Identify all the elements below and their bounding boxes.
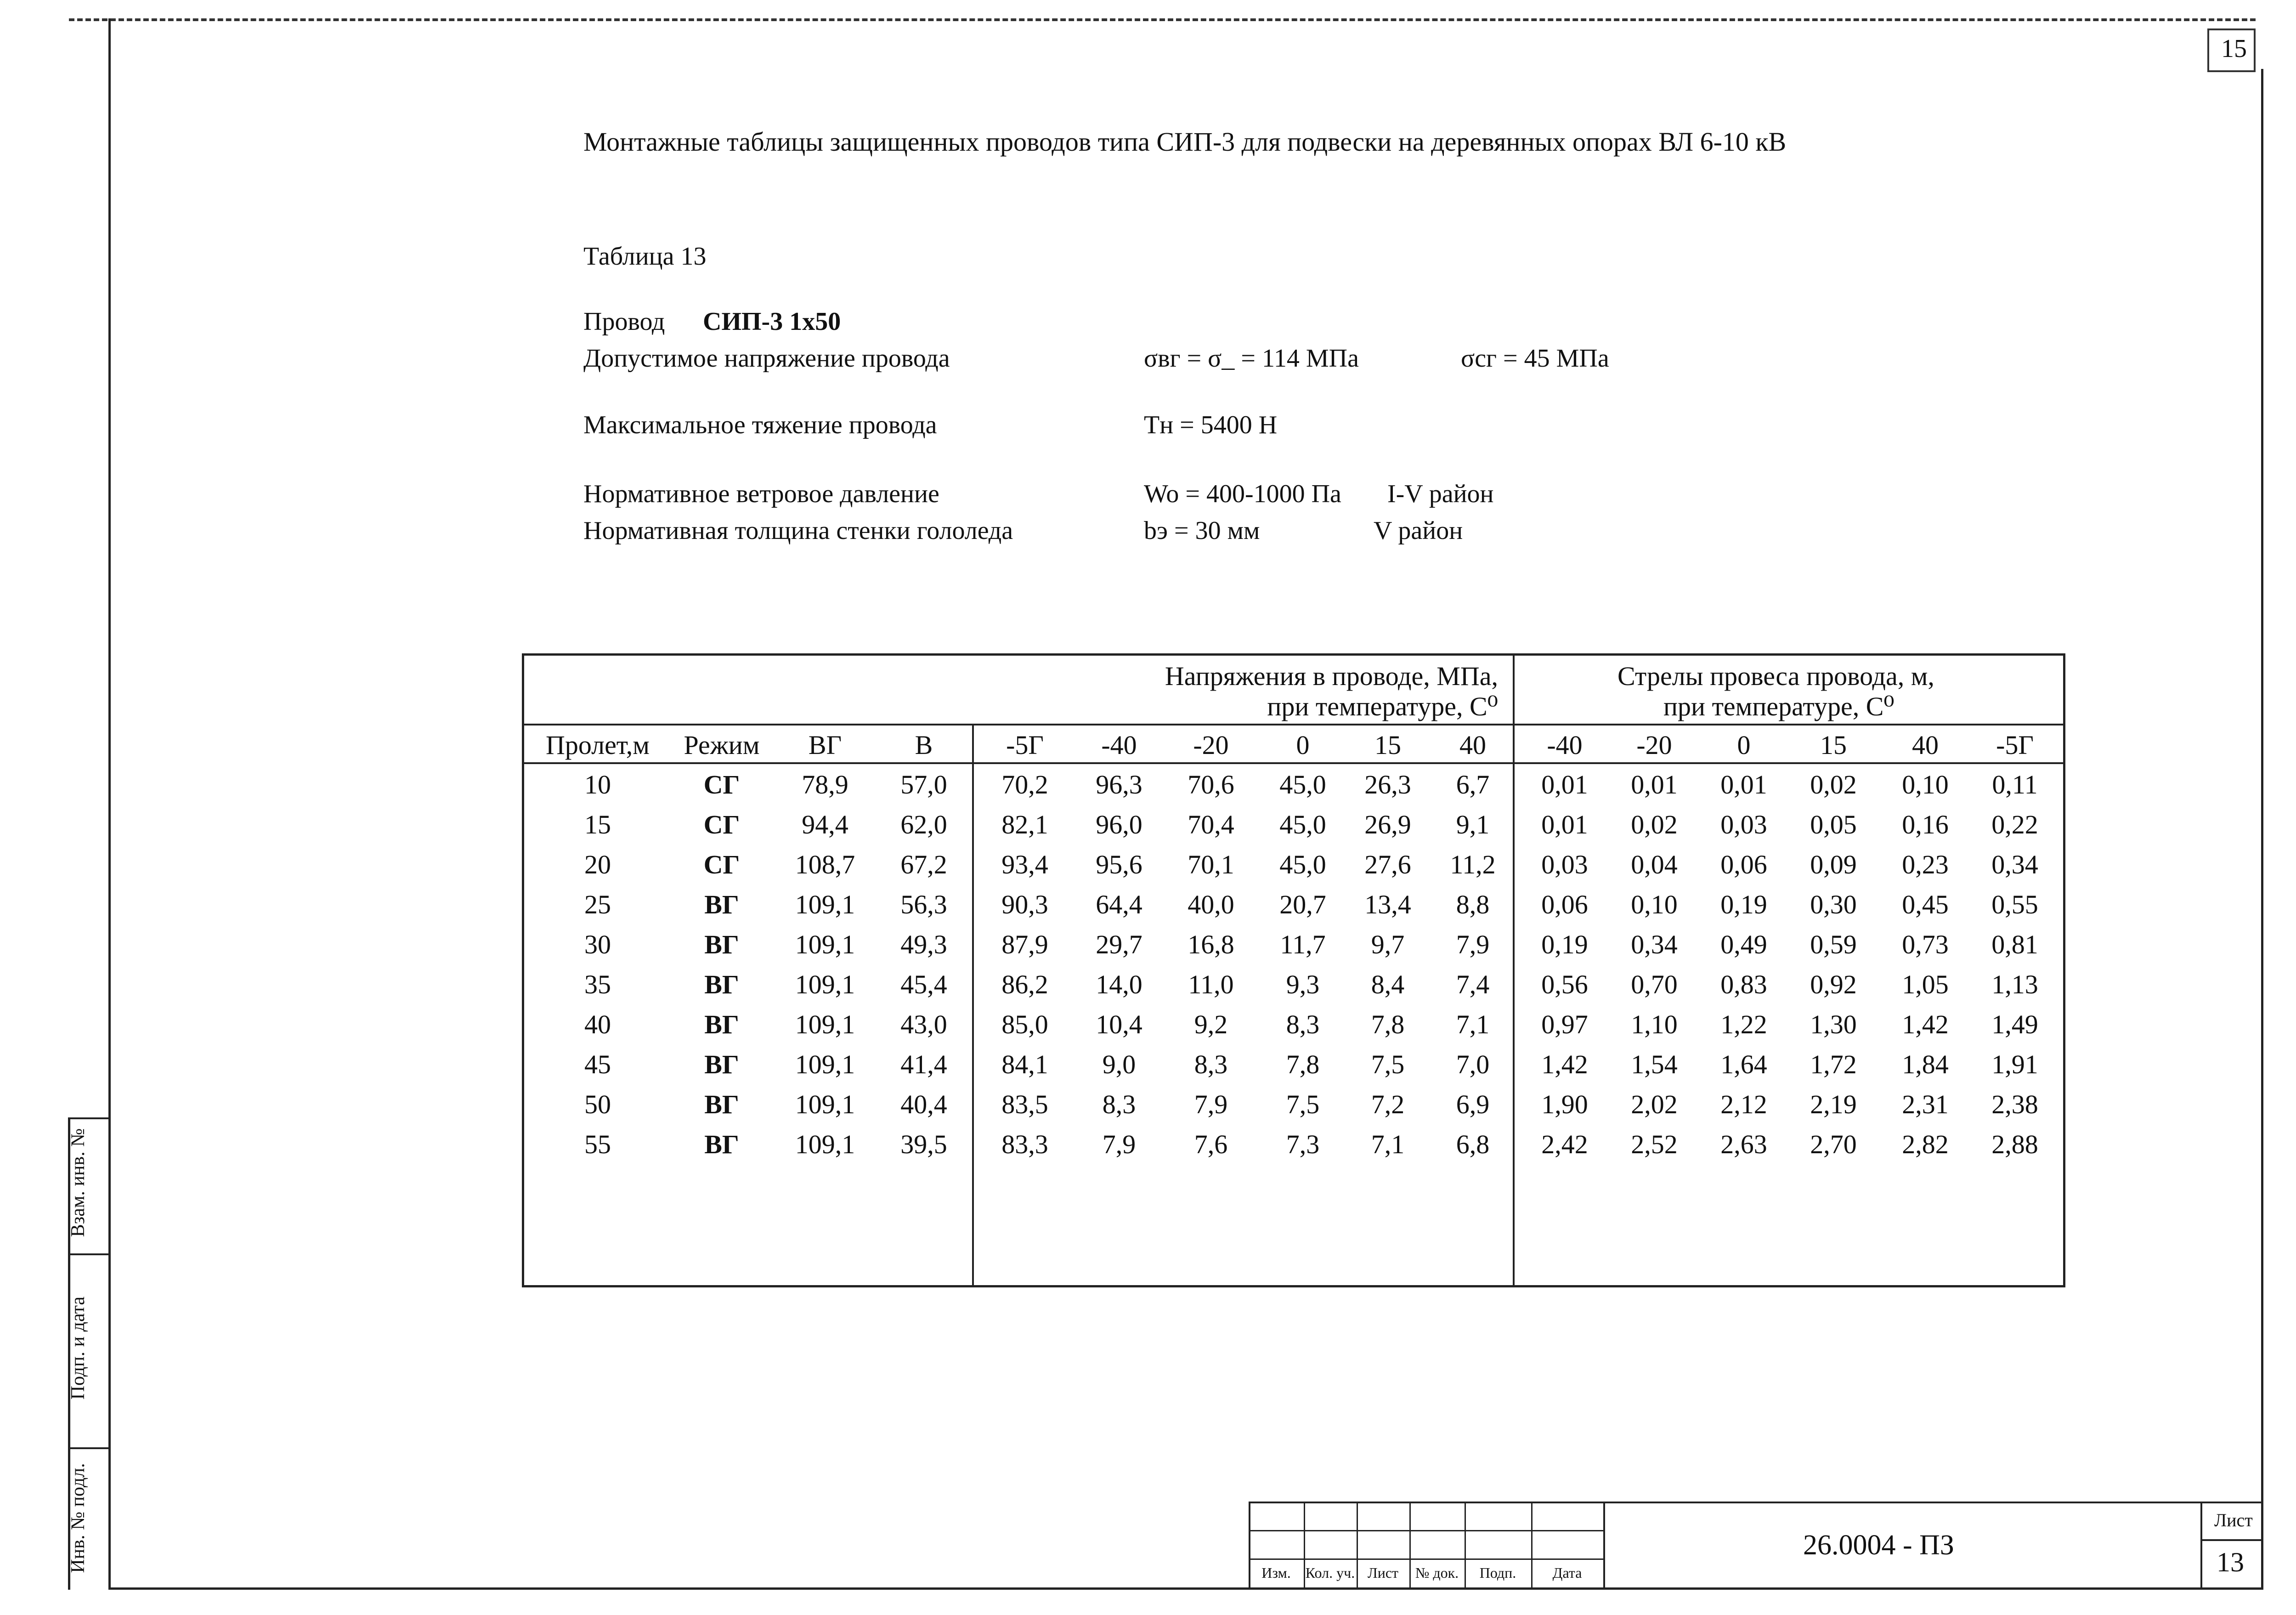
table-cell: 9,2 — [1194, 1009, 1228, 1039]
table-cell: 8,3 — [1194, 1049, 1228, 1079]
table-cell: 2,88 — [1991, 1129, 2038, 1159]
table-cell: 70,4 — [1188, 810, 1234, 839]
table-cell: 83,3 — [1001, 1129, 1048, 1159]
table-cell: 39,5 — [900, 1129, 947, 1159]
table-cell: 2,63 — [1720, 1129, 1767, 1159]
group-header-stress-sub: при температуре, С⁰ — [1267, 691, 1498, 721]
table-cell: 7,1 — [1371, 1129, 1405, 1159]
title-block-column-label: Дата — [1552, 1564, 1582, 1581]
table-cell: 7,5 — [1371, 1049, 1405, 1079]
table-cell: 7,4 — [1456, 969, 1490, 999]
table-cell: 30 — [584, 929, 611, 959]
table-cell: 0,45 — [1902, 890, 1949, 919]
table-cell: 15 — [584, 810, 611, 839]
table-group-divider — [524, 724, 2063, 725]
table-cell: 2,19 — [1810, 1089, 1857, 1119]
table-cell: 20 — [584, 850, 611, 879]
document-title: Монтажные таблицы защищенных проводов типа СИП-3 для подвески на деревянных опорах ВЛ 6-10 кВ — [583, 127, 1787, 157]
table-cell: 9,1 — [1456, 810, 1490, 839]
table-cell: 0,23 — [1902, 850, 1949, 879]
title-block-col-divider — [1603, 1502, 1605, 1589]
table-cell: 14,0 — [1096, 969, 1142, 999]
table-cell: 25 — [584, 890, 611, 919]
table-header-cell: 40 — [1459, 730, 1486, 760]
table-cell: ВГ — [704, 1089, 739, 1119]
table-cell: ВГ — [704, 1009, 739, 1039]
table-header-cell: -20 — [1636, 730, 1672, 760]
table-cell: 7,9 — [1102, 1129, 1136, 1159]
table-cell: ВГ — [704, 890, 739, 919]
table-cell: 11,0 — [1188, 969, 1234, 999]
table-cell: 57,0 — [900, 770, 947, 799]
side-stamp-original-inv: Инв. № подл. — [68, 1463, 89, 1573]
table-cell: 96,0 — [1096, 810, 1142, 839]
table-cell: 86,2 — [1001, 969, 1048, 999]
table-cell: 67,2 — [900, 850, 947, 879]
param-ice-thickness-value: bэ = 30 мм — [1144, 516, 1260, 545]
table-cell: 0,59 — [1810, 929, 1857, 959]
sag-tension-table — [522, 653, 2065, 1287]
table-cell: 45,0 — [1279, 850, 1326, 879]
title-block-column-label: Подп. — [1479, 1564, 1516, 1581]
table-cell: 0,10 — [1631, 890, 1678, 919]
table-cell: 9,3 — [1286, 969, 1320, 999]
table-cell: 10,4 — [1096, 1009, 1142, 1039]
table-header-cell: 0 — [1296, 730, 1310, 760]
table-cell: 0,19 — [1541, 929, 1588, 959]
group-header-sag: Стрелы провеса провода, м, — [1617, 661, 1934, 691]
param-allowed-stress-value2: σсг = 45 МПа — [1461, 344, 1609, 373]
table-cell: 0,22 — [1991, 810, 2038, 839]
table-header-cell: 40 — [1912, 730, 1939, 760]
table-header-cell: -5Г — [1996, 730, 2034, 760]
table-cell: 0,01 — [1541, 810, 1588, 839]
table-cell: 13,4 — [1364, 890, 1411, 919]
table-cell: 70,2 — [1001, 770, 1048, 799]
title-block-column-label: Изм. — [1261, 1564, 1291, 1581]
table-cell: 109,1 — [795, 1129, 855, 1159]
table-cell: 62,0 — [900, 810, 947, 839]
table-cell: 0,73 — [1902, 929, 1949, 959]
table-cell: 109,1 — [795, 929, 855, 959]
param-wind-pressure-value: Wo = 400-1000 Па — [1144, 480, 1341, 508]
table-cell: 70,6 — [1188, 770, 1234, 799]
table-cell: 11,7 — [1280, 929, 1326, 959]
table-cell: 94,4 — [802, 810, 848, 839]
table-cell: 0,02 — [1631, 810, 1678, 839]
table-cell: 0,04 — [1631, 850, 1678, 879]
table-cell: 95,6 — [1096, 850, 1142, 879]
table-cell: 55 — [584, 1129, 611, 1159]
table-cell: 1,84 — [1902, 1049, 1949, 1079]
table-cell: 43,0 — [900, 1009, 947, 1039]
table-cell: 1,30 — [1810, 1009, 1857, 1039]
table-cell: 0,06 — [1541, 890, 1588, 919]
table-cell: 0,81 — [1991, 929, 2038, 959]
table-cell: 1,54 — [1631, 1049, 1678, 1079]
table-cell: 45,0 — [1279, 770, 1326, 799]
table-header-cell: 15 — [1820, 730, 1847, 760]
table-cell: 0,49 — [1720, 929, 1767, 959]
table-cell: 1,91 — [1991, 1049, 2038, 1079]
table-cell: 2,70 — [1810, 1129, 1857, 1159]
table-cell: 7,8 — [1371, 1009, 1405, 1039]
table-cell: 0,06 — [1720, 850, 1767, 879]
table-cell: СГ — [703, 850, 740, 879]
table-cell: 6,7 — [1456, 770, 1490, 799]
table-cell: 41,4 — [900, 1049, 947, 1079]
group-header-sag-sub: при температуре, С⁰ — [1663, 691, 1894, 721]
table-cell: ВГ — [704, 1049, 739, 1079]
table-cell: 1,22 — [1720, 1009, 1767, 1039]
sheet-number: 13 — [2217, 1547, 2244, 1577]
table-cell: 7,3 — [1286, 1129, 1320, 1159]
table-cell: 0,92 — [1810, 969, 1857, 999]
table-cell: 10 — [584, 770, 611, 799]
table-header-cell: 0 — [1737, 730, 1751, 760]
table-cell: 6,9 — [1456, 1089, 1490, 1119]
title-block-row-line-1 — [1249, 1530, 1603, 1531]
param-ice-thickness-label: Нормативная толщина стенки гололеда — [583, 516, 1013, 545]
table-cell: 1,64 — [1720, 1049, 1767, 1079]
table-cell: 0,70 — [1631, 969, 1678, 999]
table-cell: 108,7 — [795, 850, 855, 879]
side-stamp-replacement-inv: Взам. инв. № — [68, 1128, 89, 1237]
table-cell: 6,8 — [1456, 1129, 1490, 1159]
table-header-cell: Режим — [684, 730, 760, 760]
param-max-tension-value: Тн = 5400 Н — [1144, 411, 1278, 439]
table-cell: 26,9 — [1364, 810, 1411, 839]
table-cell: 78,9 — [802, 770, 848, 799]
table-header-cell: -40 — [1101, 730, 1137, 760]
table-header-cell: -40 — [1547, 730, 1583, 760]
table-header-cell: -20 — [1193, 730, 1229, 760]
table-cell: 0,56 — [1541, 969, 1588, 999]
param-wind-pressure-region: I-V район — [1387, 480, 1494, 508]
table-header-divider — [524, 762, 2063, 764]
param-allowed-stress-value: σвг = σ_ = 114 МПа — [1144, 344, 1359, 373]
table-cell: 16,8 — [1188, 929, 1234, 959]
table-cell: 50 — [584, 1089, 611, 1119]
table-cell: 1,49 — [1991, 1009, 2038, 1039]
table-cell: 0,34 — [1631, 929, 1678, 959]
table-cell: 0,55 — [1991, 890, 2038, 919]
table-cell: 83,5 — [1001, 1089, 1048, 1119]
table-cell: 1,05 — [1902, 969, 1949, 999]
frame-top-border — [69, 18, 2256, 21]
title-block-sheet-divider — [2200, 1539, 2262, 1541]
table-label: Таблица 13 — [583, 242, 707, 271]
table-cell: 0,19 — [1720, 890, 1767, 919]
table-cell: 0,05 — [1810, 810, 1857, 839]
table-cell: 0,03 — [1541, 850, 1588, 879]
param-ice-thickness-region: V район — [1374, 516, 1463, 545]
table-cell: 2,12 — [1720, 1089, 1767, 1119]
table-cell: 109,1 — [795, 1049, 855, 1079]
table-cell: 2,31 — [1902, 1089, 1949, 1119]
title-block-column-label: Кол. уч. — [1305, 1564, 1355, 1581]
table-cell: 0,30 — [1810, 890, 1857, 919]
table-cell: ВГ — [704, 969, 739, 999]
title-block-sheet-border — [2200, 1502, 2202, 1589]
table-cell: 96,3 — [1096, 770, 1142, 799]
table-cell: 7,6 — [1194, 1129, 1228, 1159]
param-max-tension-label: Максимальное тяжение провода — [583, 411, 937, 439]
param-allowed-stress-label: Допустимое напряжение провода — [583, 344, 950, 373]
param-wind-pressure-label: Нормативное ветровое давление — [583, 480, 939, 508]
table-cell: 0,01 — [1631, 770, 1678, 799]
wire-value: СИП-3 1х50 — [703, 307, 841, 336]
table-cell: 1,90 — [1541, 1089, 1588, 1119]
table-cell: 1,42 — [1902, 1009, 1949, 1039]
table-cell: 2,82 — [1902, 1129, 1949, 1159]
table-cell: 109,1 — [795, 1009, 855, 1039]
table-cell: 0,97 — [1541, 1009, 1588, 1039]
table-cell: 45,4 — [900, 969, 947, 999]
table-cell: 1,72 — [1810, 1049, 1857, 1079]
frame-right-border — [2261, 69, 2263, 1590]
table-cell: 93,4 — [1001, 850, 1048, 879]
table-cell: 7,5 — [1286, 1089, 1320, 1119]
table-cell: 0,01 — [1720, 770, 1767, 799]
page-number: 15 — [2221, 34, 2247, 63]
frame-left-border — [108, 18, 111, 1590]
table-cell: 7,9 — [1194, 1089, 1228, 1119]
table-cell: 56,3 — [900, 890, 947, 919]
title-block-column-label: № док. — [1415, 1564, 1459, 1581]
table-cell: 0,03 — [1720, 810, 1767, 839]
table-cell: 109,1 — [795, 969, 855, 999]
table-cell: СГ — [703, 810, 740, 839]
table-cell: 87,9 — [1001, 929, 1048, 959]
table-cell: 0,01 — [1541, 770, 1588, 799]
table-cell: 90,3 — [1001, 890, 1048, 919]
table-cell: 82,1 — [1001, 810, 1048, 839]
table-cell: 0,10 — [1902, 770, 1949, 799]
table-cell: 0,09 — [1810, 850, 1857, 879]
sheet-label: Лист — [2214, 1510, 2253, 1530]
table-cell: 109,1 — [795, 1089, 855, 1119]
group-header-stress: Напряжения в проводе, МПа, — [1165, 661, 1498, 691]
table-cell: 70,1 — [1188, 850, 1234, 879]
table-header-cell: Пролет,м — [546, 730, 650, 760]
table-cell: 45,0 — [1279, 810, 1326, 839]
table-cell: 84,1 — [1001, 1049, 1048, 1079]
table-cell: 7,2 — [1371, 1089, 1405, 1119]
table-cell: 40,0 — [1188, 890, 1234, 919]
table-cell: 8,3 — [1286, 1009, 1320, 1039]
table-header-cell: ВГ — [808, 730, 842, 760]
table-cell: 0,11 — [1992, 770, 2038, 799]
table-cell: 7,8 — [1286, 1049, 1320, 1079]
side-stamp-signature-date: Подп. и дата — [68, 1296, 89, 1400]
table-header-cell: 15 — [1374, 730, 1401, 760]
table-cell: 0,02 — [1810, 770, 1857, 799]
table-cell: 20,7 — [1279, 890, 1326, 919]
table-cell: 2,38 — [1991, 1089, 2038, 1119]
table-cell: 8,8 — [1456, 890, 1490, 919]
table-cell: 109,1 — [795, 890, 855, 919]
table-cell: 2,52 — [1631, 1129, 1678, 1159]
table-cell: 2,42 — [1541, 1129, 1588, 1159]
table-cell: 64,4 — [1096, 890, 1142, 919]
table-cell: 2,02 — [1631, 1089, 1678, 1119]
table-cell: СГ — [703, 770, 740, 799]
table-cell: 9,7 — [1371, 929, 1405, 959]
table-cell: 7,9 — [1456, 929, 1490, 959]
table-cell: 0,34 — [1991, 850, 2038, 879]
document-code: 26.0004 - ПЗ — [1803, 1530, 1954, 1561]
table-cell: 11,2 — [1450, 850, 1496, 879]
table-cell: 7,0 — [1456, 1049, 1490, 1079]
table-cell: 9,0 — [1102, 1049, 1136, 1079]
table-cell: 29,7 — [1096, 929, 1142, 959]
frame-bottom-border — [108, 1587, 2263, 1590]
table-vline-base — [972, 724, 974, 1285]
table-cell: 40,4 — [900, 1089, 947, 1119]
wire-label: Провод — [583, 307, 665, 336]
table-cell: 45 — [584, 1049, 611, 1079]
table-cell: 0,16 — [1902, 810, 1949, 839]
table-cell: 8,3 — [1102, 1089, 1136, 1119]
table-cell: 1,13 — [1991, 969, 2038, 999]
table-cell: 7,1 — [1456, 1009, 1490, 1039]
table-cell: 85,0 — [1001, 1009, 1048, 1039]
table-cell: 35 — [584, 969, 611, 999]
table-header-cell: В — [915, 730, 933, 760]
table-cell: 49,3 — [900, 929, 947, 959]
table-cell: 1,42 — [1541, 1049, 1588, 1079]
table-cell: 0,83 — [1720, 969, 1767, 999]
table-cell: 26,3 — [1364, 770, 1411, 799]
table-cell: ВГ — [704, 929, 739, 959]
title-block-top-border — [1249, 1502, 2262, 1503]
table-cell: 1,10 — [1631, 1009, 1678, 1039]
table-cell: 27,6 — [1364, 850, 1411, 879]
title-block-column-label: Лист — [1367, 1564, 1398, 1581]
title-block-row-line-2 — [1249, 1558, 1603, 1560]
table-cell: 40 — [584, 1009, 611, 1039]
table-cell: ВГ — [704, 1129, 739, 1159]
table-header-cell: -5Г — [1006, 730, 1044, 760]
table-cell: 8,4 — [1371, 969, 1405, 999]
